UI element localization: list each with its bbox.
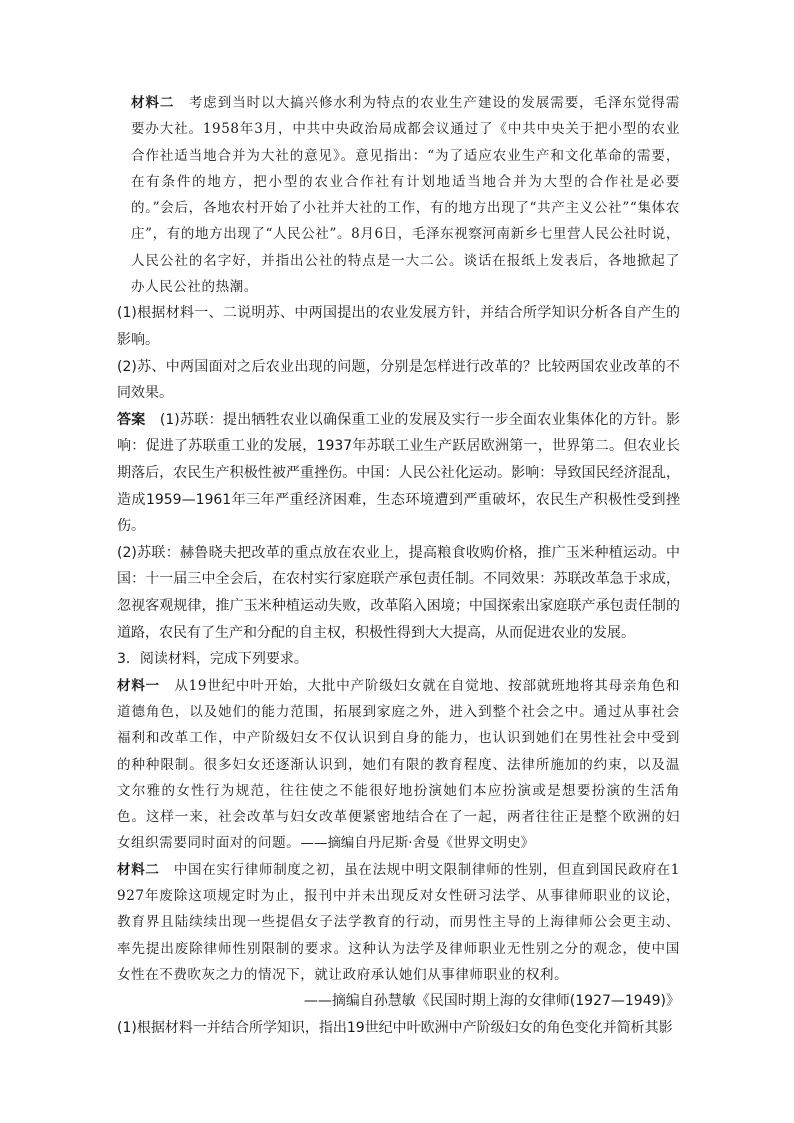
material-paragraph [117, 857, 680, 988]
material-label: 材料二 [131, 95, 175, 111]
question-2: (2)苏、中两国面对之后农业出现的问题，分别是怎样进行改革的？比较两国农业改革的不同效果。 [117, 358, 680, 402]
material-text: 考虑到当时以大搞兴修水利为特点的农业生产建设的发展需要，毛泽东觉得需要办大社。1958年3月，中共中央政治局成都会议通过了《中共中央关于把小型的农业合作社适当地合并为大社的意见》。意见指出：“为了适应农业生产和文化革命的需要，在有条件的地方，把小型的农业合作社有计划地适当地合并为大型的合作社是必要的。”会后，各地农村开始了小社并大社的工作，有的地方出现了“共产主义公社”“集体农庄”，有的地方出现了“人民公社”。8月6日，毛泽东视察河南新乡七里营人民公社时说，人民公社的名字好，并指出公社的特点是一大二公。谈话在报纸上发表后，各地掀起了办人民公社的热潮。 [131, 95, 680, 296]
material-text: 从19世纪中叶开始，大批中产阶级妇女就在自觉地、按部就班地将其母亲角色和道德角色，以及她们的能力范围，拓展到家庭之外，进入到整个社会之中。通过从事社会福利和改革工作，中产阶级妇女不仅认识到自身的能力，也认识到她们在男性社会中受到的种种限制。很多妇女还逐渐认识到，她们有限的教育程度、法律所施加的约束，以及温文尔雅的女性行为规范，往往使之不能很好地扮演她们本应扮演或是想要扮演的生活角色。这样一来，社会改革与妇女改革便紧密地结合在了一起，两者往往正是整个欧洲的妇女组织需要同时面对的问题。 [117, 677, 680, 852]
answer-text-1: (1)苏联：提出牺牲农业以确保重工业的发展及实行一步全面农业集体化的方针。影响：促进了苏联重工业的发展，1937年苏联工业生产跃居欧洲第一，世界第二。但农业长期落后，农民生产积极性被严重挫伤。中国：人民公社化运动。影响：导致国民经济混乱，造成1959—1961年三年严重经济困难，生态环境遭到严重破坏，农民生产积极性受到挫伤。 [117, 411, 680, 535]
material-paragraph [117, 90, 680, 300]
question-heading: 3．阅读材料，完成下列要求。 [117, 651, 308, 668]
question-3-1: (1)根据材料一并结合所学知识，指出19世纪中叶欧洲中产阶级妇女的角色变化并简析其影 [117, 1019, 673, 1036]
material-label: 材料二 [117, 861, 160, 878]
answer-part-2: (2)苏联：赫鲁晓夫把改革的重点放在农业上，提高粮食收购价格，推广玉米种植运动。中国：十一届三中全会后，在农村实行家庭联产承包责任制。不同效果：苏联改革急于求成，忽视客观规律，推广玉米种植运动失败，改革陷入困境；中国探索出家庭联产承包责任制的道路，农民有了生产和分配的自主权，积极性得到大大提高，从而促进农业的发展。 [117, 544, 680, 641]
material-source: ——摘编自孙慧敏《民国时期上海的女律师(1927—1949)》 [303, 993, 680, 1010]
page-content [117, 90, 680, 1041]
question-1: (1)根据材料一、二说明苏、中两国提出的农业发展方针，并结合所学知识分析各自产生的影响。 [117, 305, 680, 348]
answer-part-1 [117, 407, 680, 540]
material-text: 中国在实行律师制度之初，虽在法规中明文限制律师的性别，但直到国民政府在1927年废除这项规定时为止，报刊中并未出现反对女性研习法学、从事律师职业的议论，教育界且陆续续出现一些提倡女子法学教育的行动，而男性主导的上海律师公会更主动、率先提出废除律师性别限制的要求。这种认为法学及律师职业无性别之分的观念，使中国女性在不费吹灰之力的情况下，就让政府承认她们从事律师职业的权利。 [117, 861, 680, 983]
material-source: ——摘编自丹尼斯·舍曼《世界文明史》 [300, 835, 535, 852]
material-paragraph [117, 673, 680, 857]
material-label: 材料一 [117, 677, 160, 694]
answer-label: 答案 [117, 411, 146, 428]
